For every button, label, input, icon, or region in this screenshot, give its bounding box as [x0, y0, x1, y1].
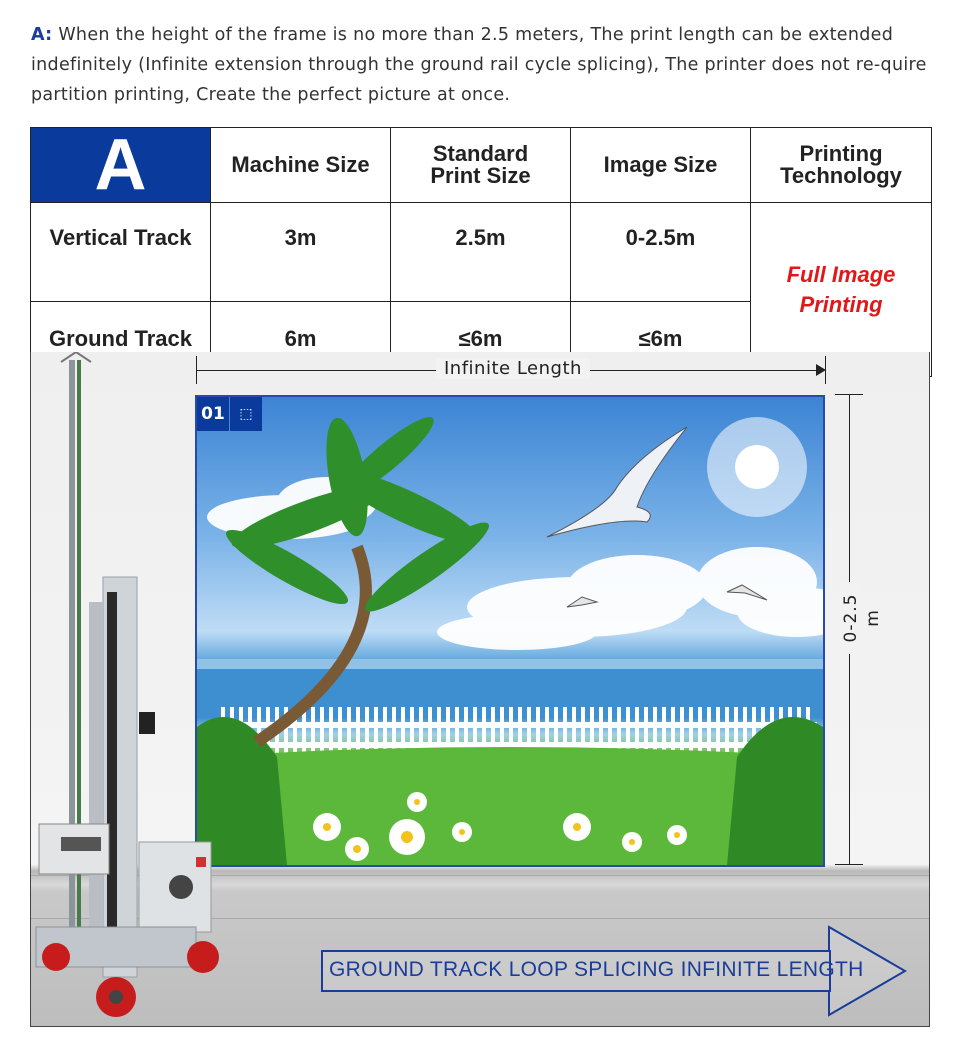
- product-scene: [30, 352, 930, 1027]
- section-badge: A: [31, 128, 211, 203]
- height-label: 0-2.5 m: [840, 582, 862, 654]
- wall-printer-machine: [31, 352, 231, 1027]
- cell-standard-size: ≤6m: [391, 302, 571, 377]
- cell-machine-size: 6m: [211, 302, 391, 377]
- cell-image-size: 0-2.5m: [571, 203, 751, 302]
- length-label: Infinite Length: [436, 358, 590, 379]
- row-label-ground-track: Ground Track: [31, 302, 211, 377]
- table-row: [31, 203, 932, 302]
- cell-machine-size: 3m: [211, 203, 391, 302]
- intro-paragraph: [31, 20, 936, 110]
- banner-text: GROUND TRACK LOOP SPLICING INFINITE LENGTH: [329, 958, 864, 981]
- intro-lead: A:: [31, 25, 53, 45]
- spec-table: [30, 127, 932, 377]
- cell-technology: Full Image Printing: [751, 203, 932, 377]
- beach-scene-illustration: [197, 397, 823, 865]
- header-image-size: Image Size: [571, 128, 751, 203]
- cell-image-size: ≤6m: [571, 302, 751, 377]
- table-header-row: [31, 128, 932, 203]
- header-standard-print-size: Standard Print Size: [391, 128, 571, 203]
- header-machine-size: Machine Size: [211, 128, 391, 203]
- fence-picket: [725, 707, 729, 759]
- select-icon: ⬚: [230, 397, 262, 431]
- header-printing-technology: Printing Technology: [751, 128, 932, 203]
- image-number-tag: 01: [197, 397, 229, 431]
- printed-mural: [195, 395, 825, 867]
- arrow-right-icon: [816, 364, 826, 376]
- fence-picket: [734, 707, 738, 759]
- fence-picket: [716, 707, 720, 759]
- intro-text: When the height of the frame is no more than 2.5 meters, The print length can be extended indefinitely (Infinite extension through the ground rail cycle splicing), The printer does not re-quire partition printing, Create the perfect picture at once.: [31, 25, 927, 105]
- height-tick-bottom: [835, 864, 863, 865]
- row-label-vertical-track: Vertical Track: [31, 203, 211, 302]
- fence-picket: [302, 707, 306, 759]
- cell-standard-size: 2.5m: [391, 203, 571, 302]
